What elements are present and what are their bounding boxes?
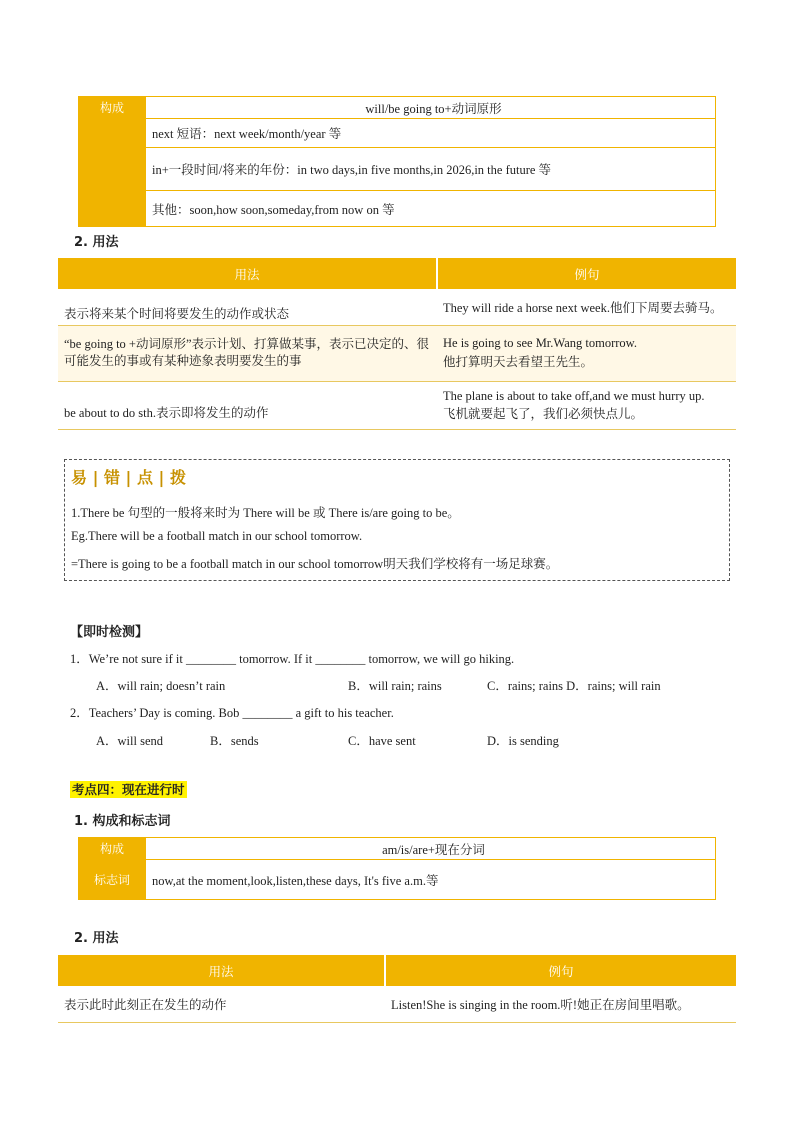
usage-cell: “be going to +动词原形”表示计划、打算做某事，表示已决定的、很可能发生的事或有某种迹象表明要发生的事 (58, 325, 437, 381)
point4-title: 考点四：现在进行时 (72, 782, 185, 797)
question-2: 2．Teachers’ Day is coming. Bob ________ a gift to his teacher. (70, 706, 394, 720)
example-cell: The plane is about to take off,and we must hurry up. 飞机就要起飞了，我们必须快点儿。 (437, 381, 736, 429)
signal-words-label (79, 119, 146, 227)
present-continuous-table (78, 837, 716, 900)
usage-table-future (58, 258, 736, 430)
usage-table-present-continuous (58, 955, 736, 1023)
section-title-usage: 2. 用法 (74, 235, 119, 250)
usage-cell: 表示此时此刻正在发生的动作 (58, 986, 385, 1022)
example-cell: They will ride a horse next week.他们下周要去骑马。 (437, 289, 736, 325)
tip-title: 易 | 错 | 点 | 拨 (71, 468, 186, 487)
structure-value: will/be going to+动词原形 (146, 97, 716, 119)
example-cell: He is going to see Mr.Wang tomorrow. 他打算明天去看望王先生。 (437, 325, 736, 381)
usage-cell: 表示将来某个时间将要发生的动作或状态 (58, 289, 437, 325)
structure-label: 构成 (79, 97, 146, 119)
tip-line: Eg.There will be a football match in our school tomorrow. (71, 529, 363, 543)
q1-option-b[interactable]: B．will rain; rains (348, 679, 442, 693)
signal-row-1: next 短语：next week/month/year 等 (146, 119, 716, 148)
signal-words-value: now,at the moment,look,listen,these days, It's five a.m.等 (146, 860, 716, 900)
signal-row-2: in+一段时间/将来的年份：in two days,in five months,in 2026,in the future 等 (146, 148, 716, 191)
future-structure-table (78, 96, 716, 227)
example-header: 例句 (437, 258, 736, 289)
q1-option-a[interactable]: A．will rain; doesn’t rain (96, 679, 226, 693)
section-title-usage-2: 2. 用法 (74, 931, 119, 946)
q2-option-a[interactable]: A．will send (96, 734, 164, 748)
structure-label: 构成 (79, 838, 146, 860)
usage-cell: be about to do sth.表示即将发生的动作 (58, 381, 437, 429)
example-cell: Listen!She is singing in the room.听!她正在房间里唱歌。 (385, 986, 736, 1022)
signal-words-label: 标志词 (79, 860, 146, 900)
q2-option-c[interactable]: C．have sent (348, 734, 416, 748)
tip-line: 1.There be 句型的一般将来时为 There will be 或 There is/are going to be。 (71, 506, 460, 520)
usage-header: 用法 (58, 955, 385, 986)
q2-option-b[interactable]: B．sends (210, 734, 259, 748)
tip-box (64, 459, 730, 581)
example-header: 例句 (385, 955, 736, 986)
signal-row-3: 其他：soon,how soon,someday,from now on 等 (146, 191, 716, 227)
point4-subtitle: 1. 构成和标志词 (74, 814, 171, 829)
quiz-title: 【即时检测】 (70, 625, 149, 640)
question-1: 1．We’re not sure if it ________ tomorrow. If it ________ tomorrow, we will go hiking. (70, 652, 515, 666)
tip-line: =There is going to be a football match in our school tomorrow明天我们学校将有一场足球赛。 (71, 557, 559, 571)
q2-option-d[interactable]: D．is sending (487, 734, 559, 748)
q1-option-cd[interactable]: C．rains; rains D．rains; will rain (487, 679, 661, 693)
structure-value: am/is/are+现在分词 (146, 838, 716, 860)
usage-header: 用法 (58, 258, 437, 289)
